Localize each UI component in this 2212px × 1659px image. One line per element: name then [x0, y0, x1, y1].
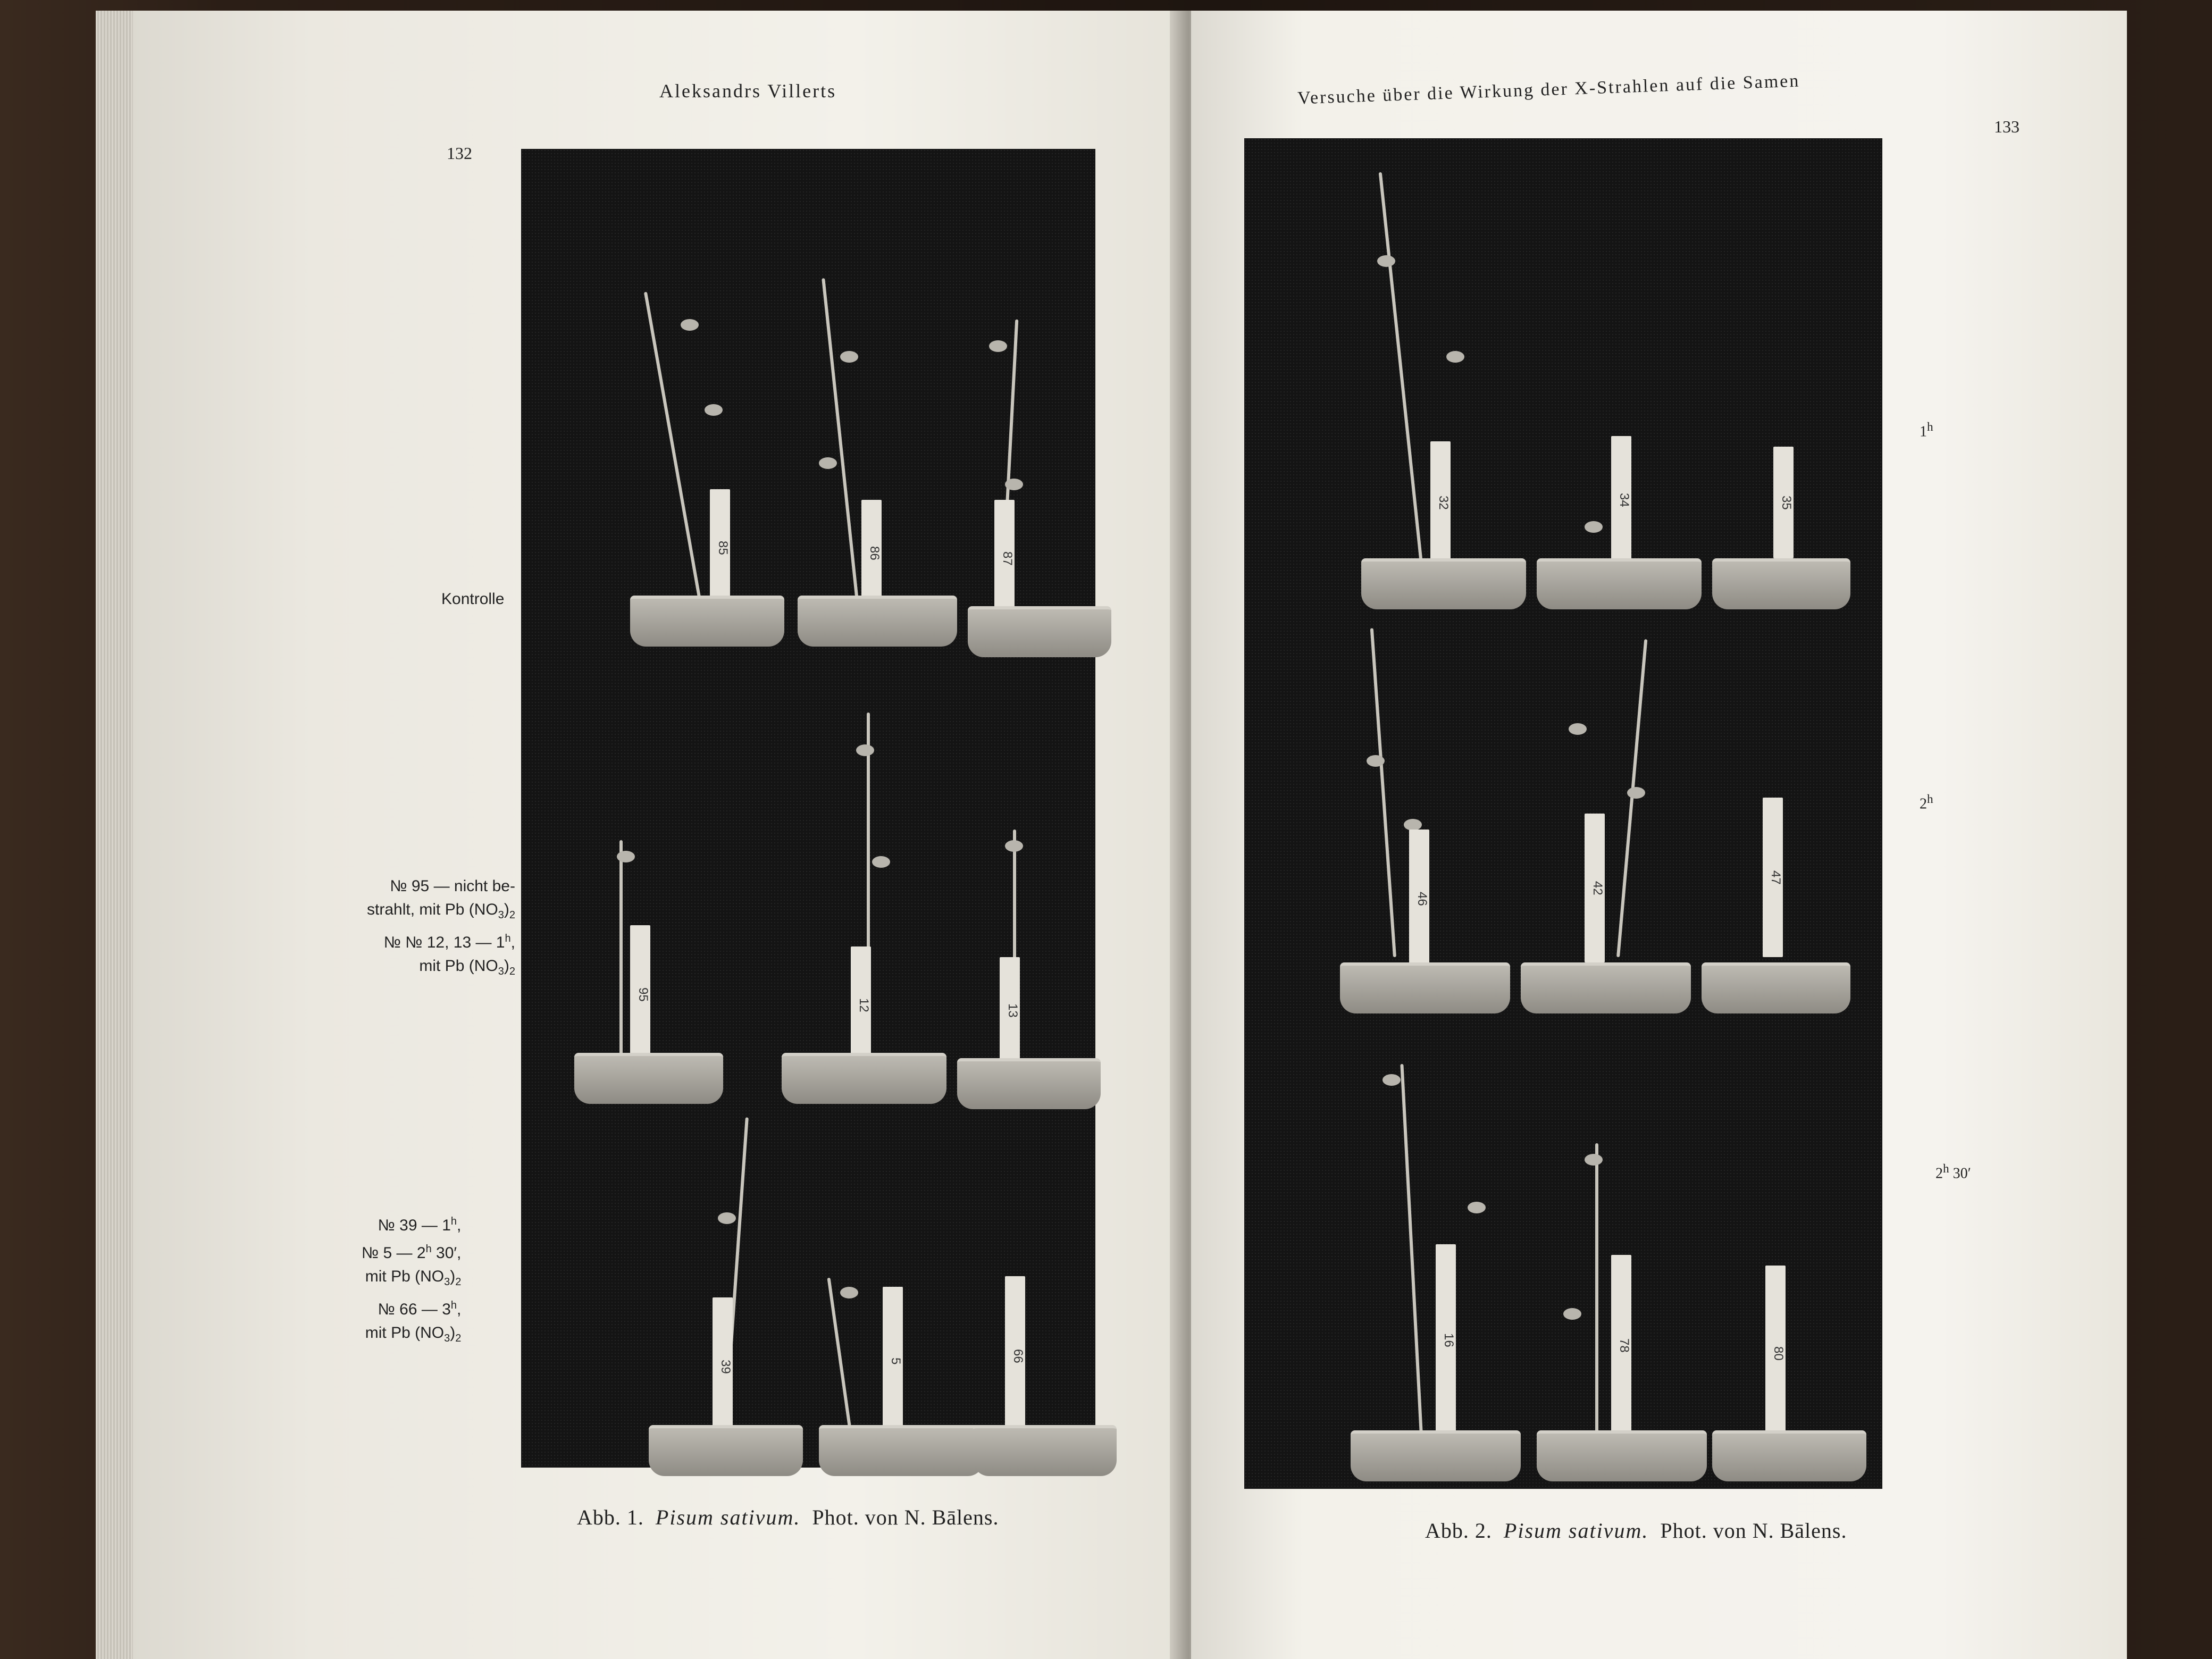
stake-label: 5: [883, 1287, 903, 1436]
page-number: 133: [1994, 117, 2020, 136]
plant-pot: [1712, 558, 1850, 609]
plant-pot: [1351, 1430, 1521, 1481]
running-header: Aleksandrs Villerts: [659, 80, 837, 102]
exposure-mark-row3: 2$^h$ 30′: [1936, 1162, 1971, 1182]
plant-pot: [1340, 962, 1510, 1013]
stake-label: 87: [994, 500, 1015, 617]
stake-label: 42: [1585, 814, 1605, 962]
stake-label: 95: [630, 925, 650, 1063]
stake-label: 13: [1000, 957, 1020, 1063]
photo-row-3: [521, 1106, 1095, 1468]
label-row2: [367, 875, 515, 983]
plant-pot: [649, 1425, 803, 1476]
label-row3-line4: № 66 — 3$^h$,: [378, 1300, 462, 1318]
plant-pot: [574, 1053, 723, 1104]
stake-label: 16: [1436, 1244, 1456, 1436]
figure-caption-2: Abb. 2. Pisum sativum. Phot. von N. Bālens.: [1425, 1519, 1847, 1543]
plant-pot: [957, 1058, 1101, 1109]
plant-pot: [1702, 962, 1850, 1013]
label-kontrolle: Kontrolle: [441, 590, 505, 608]
stake-label: 12: [851, 946, 871, 1063]
page-edges: [96, 11, 133, 1659]
stake-label: 86: [861, 500, 882, 606]
open-book: [96, 11, 2127, 1659]
photo-row-2h: [1244, 617, 1882, 1042]
stake-label: 46: [1409, 830, 1429, 968]
plant-pot: [630, 596, 784, 647]
figure-caption-1: Abb. 1. Pisum sativum. Phot. von N. Bālens.: [577, 1505, 999, 1529]
label-row3-line3: mit Pb $(NO_3)_2$: [365, 1268, 462, 1288]
left-page: [96, 11, 1180, 1659]
stake-label: 78: [1611, 1255, 1631, 1436]
photo-plate-2: [1244, 138, 1882, 1489]
photo-row-2h30: [1244, 1042, 1882, 1489]
label-row2-line2: strahlt, mit Pb $(NO_3)_2$: [367, 901, 515, 921]
page-number: 132: [447, 144, 472, 163]
photo-row-2: [521, 681, 1095, 1106]
stake-label: 35: [1773, 447, 1794, 558]
plant-pot: [819, 1425, 984, 1476]
plant-pot: [1521, 962, 1691, 1013]
stake-label: 34: [1611, 436, 1631, 564]
photo-row-control: [521, 149, 1095, 681]
plant-pot: [1537, 558, 1702, 609]
plant-pot: [968, 606, 1111, 657]
stake-label: 32: [1430, 441, 1451, 564]
stake-label: 66: [1005, 1276, 1025, 1436]
label-row3: [362, 1210, 461, 1350]
plant-pot: [973, 1425, 1117, 1476]
photo-plate-1: [521, 149, 1095, 1468]
exposure-mark-row2: 2$^h$: [1920, 792, 1933, 812]
plant-pot: [1537, 1430, 1707, 1481]
label-row3-line5: mit Pb $(NO_3)_2$: [365, 1324, 462, 1344]
label-row2-line1: № 95 — nicht be-: [390, 877, 515, 895]
plant-pot: [1712, 1430, 1866, 1481]
photo-row-1h: [1244, 138, 1882, 617]
plant-pot: [1361, 558, 1526, 609]
plant-pot: [798, 596, 957, 647]
exposure-mark-row1: 1$^h$: [1920, 420, 1933, 440]
right-page: [1191, 11, 2127, 1659]
label-row2-line4: mit Pb $(NO_3)_2$: [419, 957, 515, 977]
running-header: Versuche über die Wirkung der X-Strahlen auf die Samen: [1297, 71, 1800, 108]
stake-label: 80: [1765, 1266, 1786, 1441]
label-row3-line1: № 39 — 1$^h$,: [378, 1216, 462, 1234]
label-row3-line2: № 5 — 2$^h$ 30′,: [362, 1243, 462, 1262]
label-row2-line3: № № 12, 13 — 1$^h$,: [383, 933, 515, 951]
plant-pot: [782, 1053, 946, 1104]
stake-label: 85: [710, 489, 730, 606]
stake-label: 39: [713, 1297, 733, 1436]
stake-label: 47: [1763, 798, 1783, 957]
